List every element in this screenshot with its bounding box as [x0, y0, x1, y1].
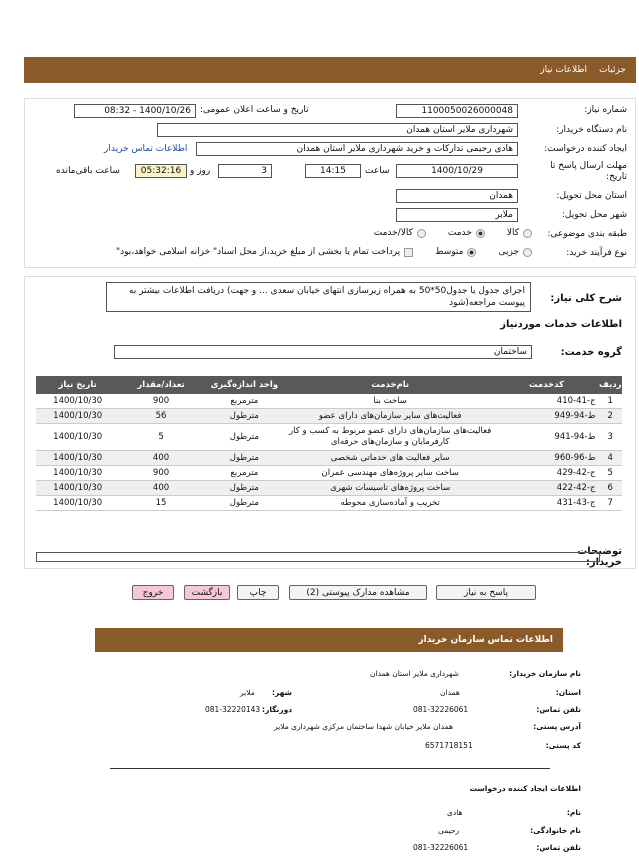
- table-row: 2 ط-94-949 فعالیت‌های سایر سازمان‌های دارای عضو مترطول 56 1400/10/30: [36, 409, 622, 424]
- announce-field: 1400/10/26 - 08:32: [74, 104, 196, 118]
- address-value: همدان ملایر خیابان شهدا ساختمان مرکزی شهرداری ملایر: [274, 722, 453, 731]
- address-label: آدرس پستی:: [533, 722, 581, 731]
- creator-phone-value: 081-32226061: [413, 843, 469, 852]
- city-field: ملایر: [396, 208, 518, 222]
- fax-label: دورنگار:: [262, 705, 293, 714]
- name-label: نام:: [566, 808, 581, 817]
- cat-goods-radio[interactable]: [523, 229, 532, 238]
- phone-value: 081-32226061: [413, 705, 469, 714]
- col-qty: تعداد/مقدار: [119, 376, 202, 394]
- postal-value: 6571718151: [425, 741, 473, 750]
- buyer-field: شهرداری ملایر استان همدان: [157, 123, 518, 137]
- table-row: 1 ج-41-410 ساخت بنا مترمربع 900 1400/10/30: [36, 394, 622, 409]
- desc-text: اجرای جدول یا جدول50*50 به همراه زیرسازی انتهای خیابان سعدی ... و جهت) دریافت اطلاعات بیشتر به پیوست مراجعه(شود: [106, 282, 531, 312]
- phone-label: تلفن تماس:: [536, 705, 581, 714]
- back-button[interactable]: بازگشت: [184, 585, 230, 600]
- proc-medium-radio[interactable]: [467, 248, 476, 257]
- contact-province-label: استان:: [555, 688, 581, 697]
- cat-service-radio[interactable]: [476, 229, 485, 238]
- col-code: کدخدمت: [494, 376, 598, 394]
- contact-city-label: شهر:: [272, 688, 292, 697]
- table-row: 4 ط-96-960 سایر فعالیت های خدماتی شخصی مترطول 400 1400/10/30: [36, 451, 622, 466]
- attachments-button[interactable]: مشاهده مدارک پیوستی (2): [289, 585, 427, 600]
- desc-label: شرح کلی نیاز:: [550, 293, 622, 304]
- tab-need-info[interactable]: اطلاعات نیاز: [540, 65, 588, 75]
- payment-note: پرداخت تمام یا بخشی از مبلغ خرید،از محل اسناد" خزانه اسلامی خواهد،بود": [115, 247, 401, 257]
- contact-city-value: ملایر: [240, 688, 255, 697]
- col-date: تاریخ نیاز: [36, 376, 119, 394]
- group-label: گروه خدمت:: [560, 347, 622, 358]
- days-field: 3: [218, 164, 272, 178]
- family-value: رحیمی: [438, 826, 460, 835]
- group-field: ساختمان: [114, 345, 532, 359]
- col-name: نام‌خدمت: [286, 376, 494, 394]
- proc-minor-radio[interactable]: [523, 248, 532, 257]
- exit-button[interactable]: خروج: [132, 585, 174, 600]
- divider: [110, 768, 550, 769]
- creator-phone-label: تلفن تماس:: [536, 843, 581, 852]
- time-label: ساعت: [365, 166, 390, 176]
- creator-field: هادی رحیمی تدارکات و خرید شهرداری ملایر استان همدان: [196, 142, 518, 156]
- postal-label: کد پستی:: [545, 741, 581, 750]
- process-label: نوع فرآیند خرید:: [566, 248, 627, 258]
- day-label: روز و: [190, 166, 211, 176]
- table-row: 7 ج-43-431 تخریب و آماده‌سازی محوطه مترطول 15 1400/10/30: [36, 496, 622, 511]
- services-table: [36, 376, 622, 511]
- col-row: ردیف: [598, 376, 622, 394]
- table-row: 6 ج-42-422 ساخت پروژه‌های تاسیسات شهری مترطول 400 1400/10/30: [36, 481, 622, 496]
- province-label: استان محل تحویل:: [556, 191, 627, 201]
- cat-both-radio[interactable]: [417, 229, 426, 238]
- buyer-contact-link[interactable]: اطلاعات تماس خریدار: [104, 144, 188, 154]
- name-value: هادی: [447, 808, 463, 817]
- deadline-label: مهلت ارسال پاسخ تا تاریخ:: [550, 161, 627, 182]
- city-label: شهر محل تحویل:: [561, 210, 627, 220]
- creator-label: ایجاد کننده درخواست:: [544, 144, 627, 154]
- remain-label: ساعت باقی‌مانده: [56, 166, 120, 176]
- table-row: 3 ط-94-941 فعالیت‌های سازمان‌های دارای عضو مربوط به کسب و کار کارفرمایان و سازمان‌های حرفه‌ای مترطول 5 1400/10/30: [36, 424, 622, 451]
- tab-details[interactable]: جزئیات: [599, 65, 626, 75]
- reply-button[interactable]: پاسخ به نیاز: [436, 585, 536, 600]
- province-field: همدان: [396, 189, 518, 203]
- payment-checkbox[interactable]: [404, 248, 413, 257]
- cat-both-label: کالا/خدمت: [373, 228, 413, 238]
- need-no-label: شماره نیاز:: [584, 105, 627, 115]
- category-label: طبقه بندی موضوعی:: [547, 229, 627, 239]
- contact-title-bar: [95, 628, 563, 652]
- services-title: اطلاعات خدمات موردنیاز: [500, 319, 622, 330]
- cat-service-label: خدمت: [447, 228, 472, 238]
- deadline-time-field: 14:15: [305, 164, 361, 178]
- creator-info-title: اطلاعات ایجاد کننده درخواست: [469, 784, 581, 793]
- proc-minor-label: جزیی: [498, 247, 519, 257]
- col-unit: واحد اندازه‌گیری: [203, 376, 286, 394]
- announce-label: تاریخ و ساعت اعلان عمومی:: [200, 105, 309, 115]
- deadline-date-field: 1400/10/29: [396, 164, 518, 178]
- family-label: نام خانوادگی:: [530, 826, 581, 835]
- header-bar: [24, 57, 636, 83]
- table-row: 5 ج-42-429 ساخت سایر پروژه‌های مهندسی عمران مترمربع 900 1400/10/30: [36, 466, 622, 481]
- org-label: نام سازمان خریدار:: [509, 669, 581, 678]
- org-value: شهرداری ملایر استان همدان: [370, 669, 459, 678]
- print-button[interactable]: چاپ: [237, 585, 279, 600]
- buyer-notes-label: توضیحات خریدار:: [577, 546, 622, 568]
- cat-goods-label: کالا: [506, 228, 519, 238]
- fax-value: 081-32220143: [205, 705, 261, 714]
- buyer-label: نام دستگاه خریدار:: [556, 125, 627, 135]
- buyer-notes-field: [36, 552, 600, 562]
- remain-field: 05:32:16: [135, 164, 187, 178]
- contact-province-value: همدان: [440, 688, 460, 697]
- contact-title: اطلاعات تماس سازمان خریدار: [418, 635, 553, 645]
- proc-medium-label: متوسط: [435, 247, 464, 257]
- need-no-field: 1100050026000048: [396, 104, 518, 118]
